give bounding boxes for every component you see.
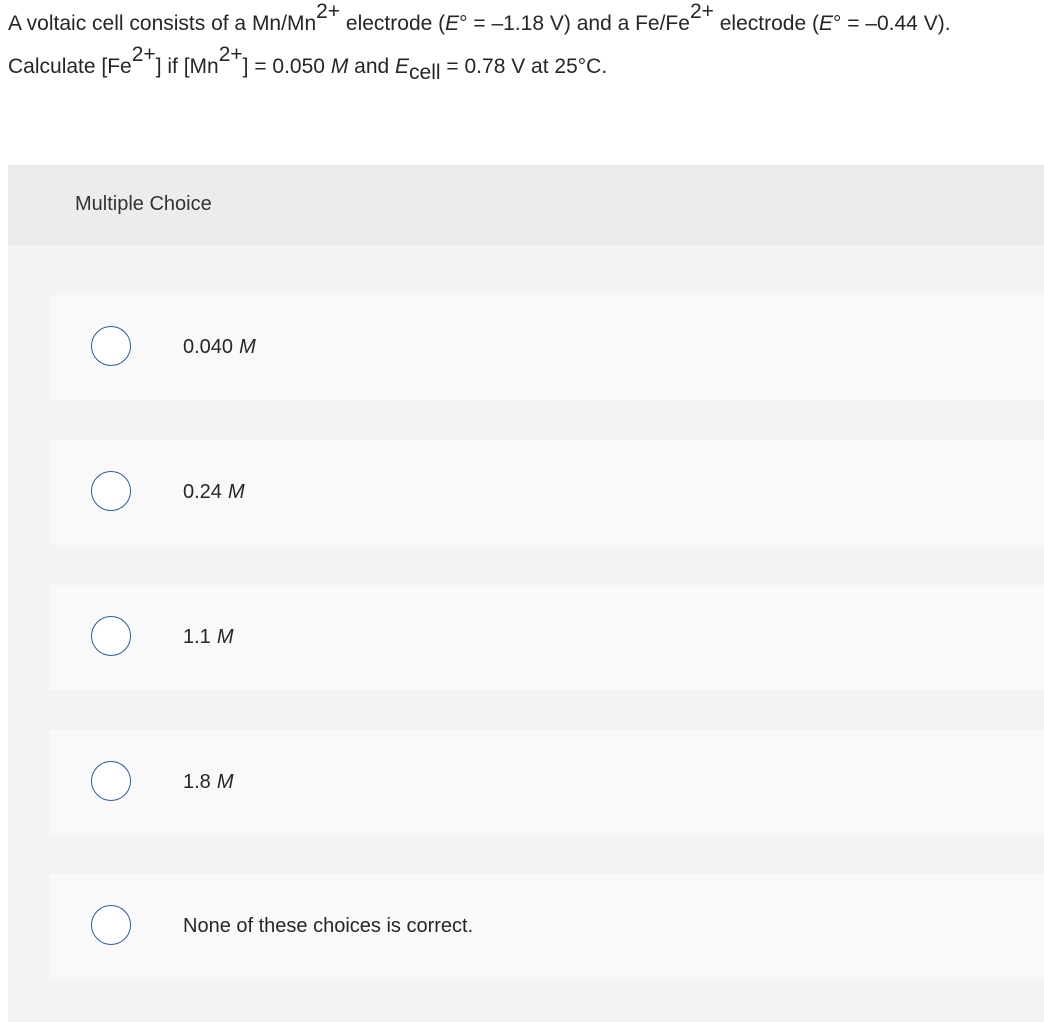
radio-button[interactable] [91, 326, 131, 366]
superscript: 2+ [689, 0, 714, 23]
choice-option-5[interactable] [50, 874, 1044, 979]
superscript: 2+ [131, 43, 156, 66]
choice-unit: M [239, 336, 256, 358]
choice-label [183, 336, 256, 359]
choice-value: 0.24 [183, 481, 222, 503]
choice-label [183, 771, 233, 794]
question-part: ° = –1.18 V) and a Fe/Fe [459, 12, 690, 35]
subscript: cell [409, 61, 441, 84]
superscript: 2+ [218, 43, 243, 66]
question-part: ] = 0.050 [242, 55, 331, 78]
panel-header [8, 165, 1044, 245]
question-part: and [348, 55, 396, 78]
potential-symbol: E [818, 12, 833, 35]
panel-title: Multiple Choice [75, 193, 212, 215]
question-part: ° = –0.44 V). Calculate [Fe [8, 12, 951, 78]
choice-value: 1.8 [183, 771, 211, 793]
choice-option-1[interactable] [50, 295, 1044, 400]
question-part: = 0.78 V at 25°C. [440, 55, 608, 78]
question-text [8, 2, 1038, 88]
question-part: electrode ( [340, 12, 446, 35]
question-part: A voltaic cell consists of a Mn/Mn [8, 12, 317, 35]
superscript: 2+ [316, 0, 341, 23]
radio-button[interactable] [91, 616, 131, 656]
molar-unit: M [330, 55, 349, 78]
radio-button[interactable] [91, 761, 131, 801]
choice-value: 0.040 [183, 336, 234, 358]
choice-unit: M [227, 481, 245, 503]
question-part: ] if [Mn [155, 55, 219, 78]
potential-symbol: E [445, 12, 460, 35]
choice-label [183, 626, 233, 649]
radio-button[interactable] [91, 471, 131, 511]
choice-label [183, 915, 479, 938]
choice-option-2[interactable] [50, 440, 1044, 545]
multiple-choice-panel [8, 165, 1044, 1022]
radio-button[interactable] [91, 905, 131, 945]
choice-label [183, 481, 245, 504]
choice-unit: M [216, 771, 234, 793]
choice-value: 1.1 [183, 626, 211, 648]
choice-option-3[interactable] [50, 585, 1044, 690]
question-part: electrode ( [713, 12, 819, 35]
ecell-symbol: E [395, 55, 410, 78]
choice-option-4[interactable] [50, 730, 1044, 835]
choice-value: None of these choices is correct. [183, 915, 474, 937]
choice-unit: M [216, 626, 234, 648]
